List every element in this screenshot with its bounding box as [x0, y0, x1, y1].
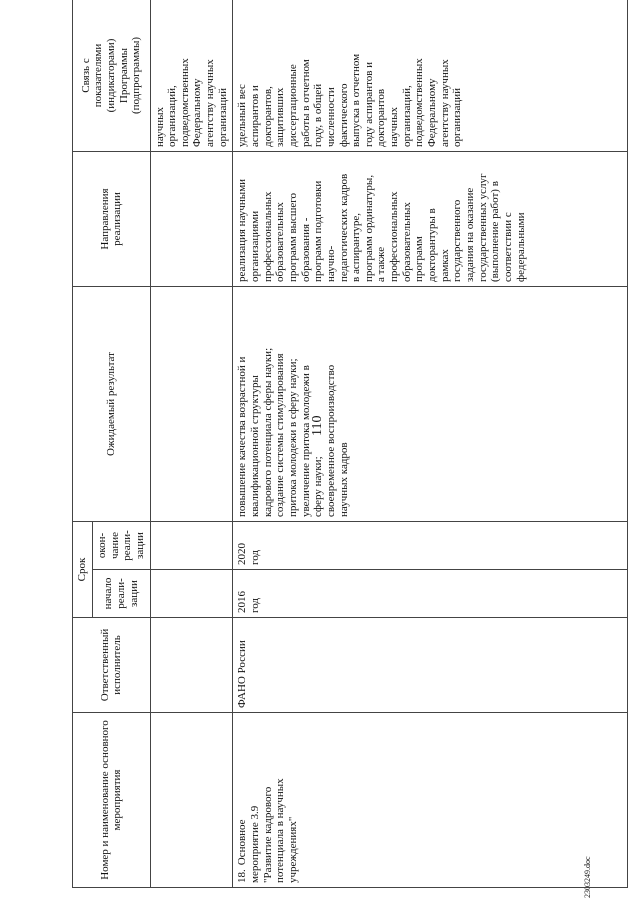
row-directions: реализация научными организациями профессиональных образовательных программ высшего образования - программ подготовки научно- педагогических кадров в аспирантуре, программ ординатуры, а также профессиональных образовательных программ докторантуры в рамках государственного задания на оказание государственных услуг (выполнение работ) в соответствии с федеральными — [233, 152, 628, 287]
continuation-link: научных организаций, подведомственных Федеральному агентству научных организаций — [150, 0, 233, 152]
header-name: Номер и наименование основного мероприятия — [73, 713, 151, 888]
row-name: 18.Основное мероприятие 3.9 "Развитие кадрового потенциала в научных учреждениях" — [233, 713, 628, 888]
rotated-table-wrapper — [72, 0, 628, 888]
row-result: повышение качества возрастной и квалификационной структуры кадрового потенциала сферы науки; создание системы стимулирования притока молодежи в сферу науки; увеличение притока молодежи в сферу науки; своевременное воспроизводство научных кадров — [233, 287, 628, 522]
header-link: Связь с показателями (индикаторами) Программы (подпрограммы) — [73, 0, 151, 152]
row-start: 2016 год — [233, 570, 628, 618]
table-row — [233, 0, 628, 888]
header-directions: Направления реализации — [73, 152, 151, 287]
activity-table — [72, 0, 628, 888]
page-number: 110 — [310, 415, 325, 436]
header-start: начало реали- зации — [93, 570, 151, 618]
header-term: Срок — [73, 522, 93, 618]
header-executor: Ответственный исполнитель — [73, 618, 151, 713]
continuation-row — [150, 0, 233, 888]
header-end: окон- чание реали- зации — [93, 522, 151, 570]
row-executor: ФАНО России — [233, 618, 628, 713]
document-code: 2303249.doc — [583, 856, 592, 898]
row-number: 18. — [236, 869, 249, 883]
header-result: Ожидаемый результат — [73, 287, 151, 522]
row-end: 2020 год — [233, 522, 628, 570]
row-link: удельный вес аспирантов и докторантов, защитивших диссертационные работы в отчетном году, в общей численности фактического выпуска в отчетном году аспирантов и докторантов научных организаций, подведомственных Федеральному агентству научных организаций — [233, 0, 628, 152]
